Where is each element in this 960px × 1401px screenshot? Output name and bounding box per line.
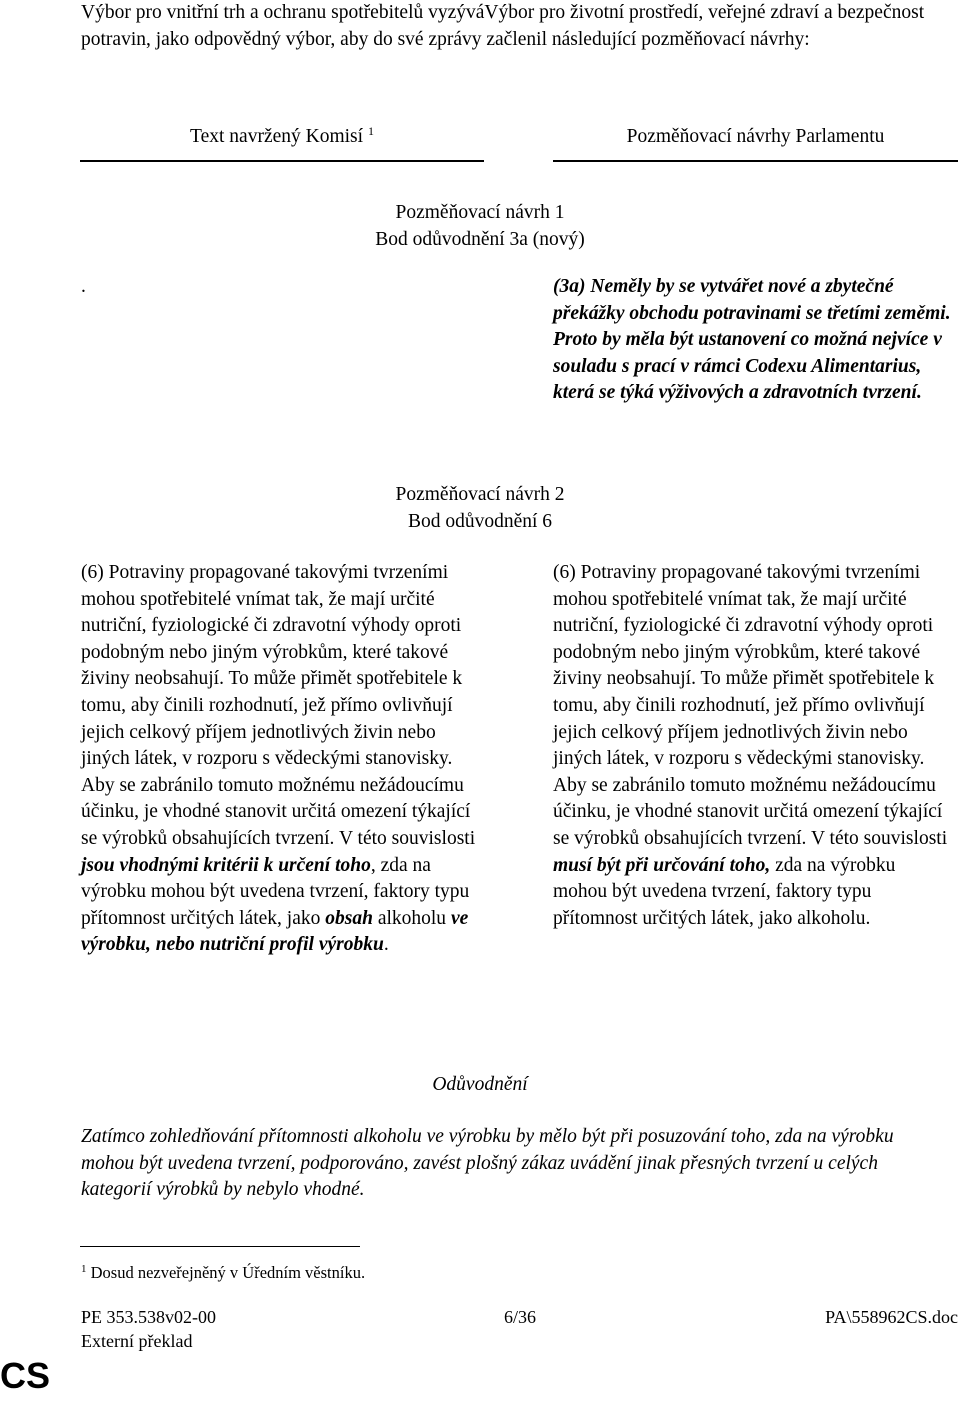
amendment-2-header: [0, 482, 960, 535]
file-name: PA\558962CS.doc: [825, 1307, 958, 1327]
bold-italic-segment: musí být při určování toho,: [553, 854, 771, 876]
amendment-1-header: [0, 200, 960, 253]
amendment-2-commission-text: [81, 560, 481, 959]
text-segment: .: [383, 934, 389, 956]
right-column-heading: Pozměňovací návrhy Parlamentu: [626, 126, 885, 147]
amendment-1-title: Pozměňovací návrh 1: [395, 202, 565, 223]
text-segment: (6) Potraviny propagované takovými tvrzeními mohou spotřebitelé vnímat tak, že mají určité nutriční, fyziologické či zdravotní výhody oproti podobným nebo jiným výrobkům, které takové živiny neobsahují. To může přimět spotřebitele k tomu, aby činili rozhodnutí, jež přímo ovlivňují jejich celkový příjem jednotlivých živin nebo jiných látek, v rozporu s vědeckými stanovisky. Aby se zabránilo tomuto možnému nežádoucímu účinku, je vhodné stanovit určitá omezení týkající se výrobků obsahujících tvrzení. V této souvislosti: [553, 562, 948, 849]
left-column-heading: [80, 124, 484, 151]
left-heading-rule: [80, 160, 484, 162]
justification-text: Zatímco zohledňování přítomnosti alkoholu ve výrobku by mělo být při posuzování toho, zda na výrobku mohou být uvedena tvrzení, podporováno, zavést plošný zákaz uvádění jinak přesných tvrzení u celých kategorií výrobků by nebylo vhodné.: [81, 1126, 894, 1201]
left-column-heading-text: Text navržený Komisí: [190, 126, 364, 147]
bold-italic-segment: jsou vhodnými kritérii k určení toho: [81, 854, 371, 876]
page-number: 6/36: [503, 1307, 536, 1327]
amendment-2-parliament-text: [553, 560, 953, 932]
footnote-reference[interactable]: 1: [367, 124, 374, 138]
footnote: [81, 1260, 781, 1287]
footnote-text: Dosud nezveřejněný v Úředním věstníku.: [86, 1263, 366, 1282]
bold-italic-segment: obsah: [325, 907, 373, 929]
amendment-2-subtitle: Bod odůvodnění 6: [407, 510, 553, 532]
amendment-1-right-text: (3a) Neměly by se vytvářet nové a zbytečné překážky obchodu potravinami se třetími zeměmi. Proto by měla být ustanovení co možná nejvíce v souladu s prací v rámci Codexu Alimentarius, která se týká výživových a zdravotních tvrzení.: [553, 276, 951, 404]
text-segment: , zda na výrobku mohou být uvedena tvrzení, faktory typu přítomnost určitých látek, jako: [81, 854, 470, 929]
bold-italic-segment: ve výrobku, nebo nutriční profil výrobku: [81, 907, 469, 956]
translation-label: Externí překlad: [81, 1331, 193, 1351]
footnote-number: 1: [81, 1263, 87, 1275]
amendment-2-title: Pozměňovací návrh 2: [395, 484, 565, 505]
language-code: CS: [0, 1355, 51, 1396]
intro-paragraph: Výbor pro vnitřní trh a ochranu spotřebitelů vyzýváVýbor pro životní prostředí, veřejné zdraví a bezpečnost potravin, jako odpovědný výbor, aby do své zprávy začlenil následující pozměňovací návrhy:: [81, 2, 925, 50]
text-segment: alkoholu: [372, 907, 451, 929]
footer-left: [81, 1305, 381, 1353]
text-segment: zda na výrobku mohou být uvedena tvrzení, faktory typu přítomnost určitých látek, jako alkoholu.: [553, 854, 896, 929]
text-segment: (6) Potraviny propagované takovými tvrzeními mohou spotřebitelé vnímat tak, že mají určité nutriční, fyziologické či zdravotní výhody oproti podobným nebo jiným výrobkům, které takové živiny neobsahují. To může přimět spotřebitele k tomu, aby činili rozhodnutí, jež přímo ovlivňují jejich celkový příjem jednotlivých živin nebo jiných látek, v rozporu s vědeckými stanovisky. Aby se zabránilo tomuto možnému nežádoucímu účinku, je vhodné stanovit určitá omezení týkající se výrobků obsahujících tvrzení. V této souvislosti: [81, 562, 476, 849]
right-heading-rule: [553, 160, 958, 162]
justification-heading: Odůvodnění: [432, 1074, 528, 1095]
footnote-separator: [80, 1246, 360, 1247]
amendment-1-subtitle: Bod odůvodnění 3a (nový): [375, 228, 585, 250]
document-reference: PE 353.538v02-00: [81, 1307, 216, 1327]
amendment-1-left-text: .: [81, 276, 86, 297]
